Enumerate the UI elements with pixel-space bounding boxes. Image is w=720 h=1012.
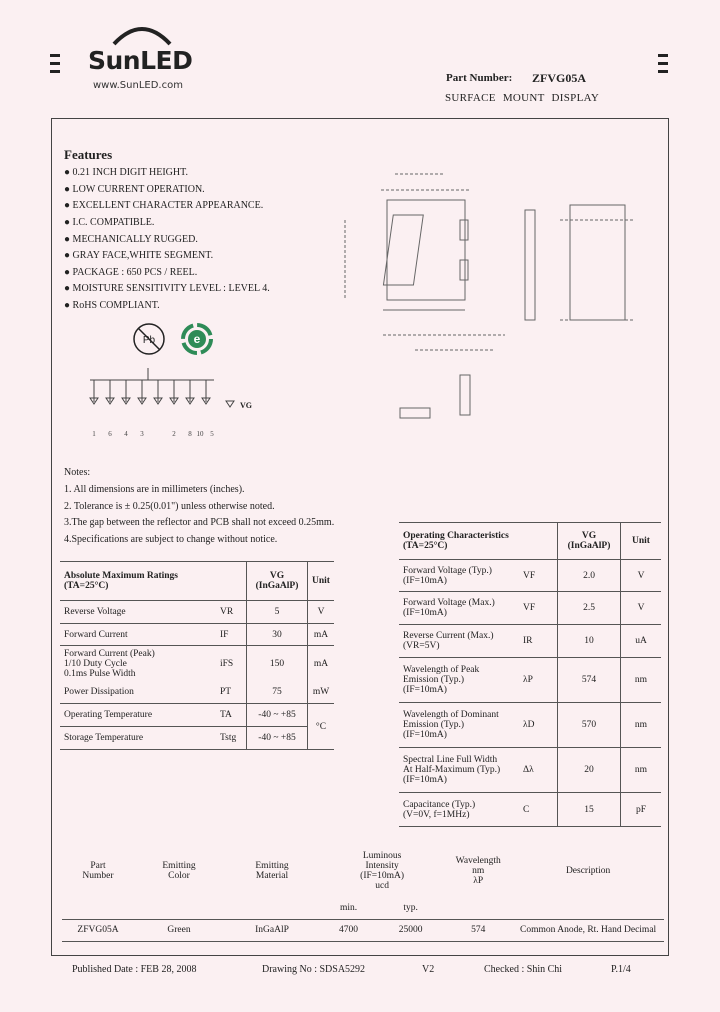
package-drawing [325,160,660,430]
published-date: Published Date : FEB 28, 2008 [72,964,197,975]
feature-item: ● RoHS COMPLIANT. [64,300,160,311]
symbol: VF [519,592,558,625]
h-wavelength: Wavelength nm λP [455,856,501,886]
param: Forward Voltage (Max.) (IF=10mA) [399,592,519,625]
op-char-cond: (TA=25°C) [403,541,448,551]
right-mark-icon [658,70,668,73]
symbol: VR [216,601,247,624]
table-row [60,601,334,624]
note-item: 2. Tolerance is ± 0.25(0.01") unless otherwise noted. [64,501,275,512]
unit: V [621,592,662,625]
left-mark-icon [50,70,60,73]
value: 30 [247,624,308,646]
h-description: Description [565,866,611,876]
value: 574 [558,658,621,703]
rohs-e-icon [180,322,214,356]
svg-text:5: 5 [210,430,214,438]
abs-max-table [60,561,334,750]
table-row [60,682,334,704]
unit: uA [621,625,662,658]
note-item: 3.The gap between the reflector and PCB shall not exceed 0.25mm. [64,517,335,528]
svg-text:8: 8 [188,430,192,438]
param: Wavelength of Peak Emission (Typ.) (IF=10mA) [399,658,519,703]
value: 20 [558,748,621,793]
symbol: Δλ [519,748,558,793]
right-mark-icon [658,54,668,57]
unit: V [308,601,335,624]
svg-text:4: 4 [124,430,128,438]
op-char-table [399,522,661,827]
h-luminous: Luminous Intensity (IF=10mA) ucd [360,851,405,891]
note-item: 4.Specifications are subject to change without notice. [64,534,278,545]
feature-item: ● I.C. COMPATIBLE. [64,217,155,228]
svg-text:VG: VG [240,401,252,410]
part-number: ZFVG05A [532,71,586,85]
feature-item: ● MOISTURE SENSITIVITY LEVEL : LEVEL 4. [64,283,270,294]
table-row [399,748,661,793]
value: 75 [247,682,308,704]
value: 2.5 [558,592,621,625]
symbol: PT [216,682,247,704]
param: Power Dissipation [60,682,216,704]
symbol: IR [519,625,558,658]
right-mark-icon [658,62,668,65]
symbol: VF [519,560,558,592]
min: 4700 [339,925,359,935]
value: -40 ~ +85 [247,727,308,750]
feature-item: ● 0.21 INCH DIGIT HEIGHT. [64,167,188,178]
part-number-label: Part Number: [446,72,513,84]
table-row [399,592,661,625]
h-typ: typ. [403,902,418,913]
table-row [60,704,334,727]
value: 10 [558,625,621,658]
brand-logo: SunLED [88,46,193,75]
table-row [399,658,661,703]
table-row [60,727,334,750]
left-mark-icon [50,54,60,57]
checked-by: Checked : Shin Chi [484,964,563,975]
h-material: Emitting Material [255,861,289,881]
symbol: IF [216,624,247,646]
table-row [399,625,661,658]
drawing-number: Drawing No : SDSA5292 [262,964,366,975]
feature-item: ● LOW CURRENT OPERATION. [64,184,205,195]
selection-table [62,845,664,942]
description: Common Anode, Rt. Hand Decimal [520,925,657,935]
h-part: Part Number [82,861,114,881]
unit: °C [308,704,335,750]
feature-item: ● PACKAGE : 650 PCS / REEL. [64,267,198,278]
param: Capacitance (Typ.) (V=0V, f=1MHz) [399,793,519,827]
col-vg: VG [269,571,285,581]
table-row [399,560,661,592]
symbol: λD [519,703,558,748]
unit: mA [308,624,335,646]
col-vg: VG [581,531,597,541]
logo-arc-icon [112,20,172,46]
param: Forward Current (Peak) 1/10 Duty Cycle 0.1ms Pulse Width [64,648,155,679]
svg-text:Pb: Pb [142,335,156,346]
unit: pF [621,793,662,827]
svg-text:2: 2 [172,430,176,438]
svg-text:3: 3 [140,430,144,438]
param: Reverse Voltage [60,601,216,624]
selection-header [62,845,664,897]
value: 2.0 [558,560,621,592]
symbol: iFS [220,658,234,669]
abs-max-cond: (TA=25°C) [64,581,109,591]
unit: mW [308,682,335,704]
brand-url[interactable]: www.SunLED.com [93,80,183,91]
note-item: 1. All dimensions are in millimeters (inches). [64,484,245,495]
feature-item: ● GRAY FACE,WHITE SEGMENT. [64,250,214,261]
left-mark-icon [50,62,60,65]
value: 150 [247,646,308,682]
svg-text:6: 6 [108,430,112,438]
col-material: (InGaAlP) [567,541,611,551]
page-number: P.1/4 [611,964,631,975]
param: Spectral Line Full Width At Half-Maximum (Typ.) (IF=10mA) [399,748,519,793]
value: 5 [247,601,308,624]
symbol: TA [216,704,247,727]
product-subtitle: SURFACE MOUNT DISPLAY [445,92,600,104]
param: Operating Temperature [60,704,216,727]
table-row [62,919,664,941]
table-row [60,646,334,682]
h-min: min. [339,902,358,913]
svg-text:e: e [193,332,201,346]
op-char-title: Operating Characteristics [403,531,509,541]
features-title: Features [64,147,113,162]
col-unit: Unit [308,562,335,601]
circuit-diagram [84,364,254,440]
table-row [399,703,661,748]
value: 570 [558,703,621,748]
symbol: λP [519,658,558,703]
wavelength: 574 [471,925,486,935]
feature-item: ● EXCELLENT CHARACTER APPEARANCE. [64,200,264,211]
unit: V [621,560,662,592]
unit: mA [308,646,335,682]
material: InGaAlP [255,925,289,935]
feature-item: ● MECHANICALLY RUGGED. [64,234,198,245]
symbol: Tstg [216,727,247,750]
h-color: Emitting Color [162,861,196,881]
col-unit: Unit [621,523,662,560]
value: -40 ~ +85 [247,704,308,727]
svg-text:10: 10 [196,430,204,438]
selection-subheader [62,897,664,919]
param: Wavelength of Dominant Emission (Typ.) (IF=10mA) [399,703,519,748]
value: 15 [558,793,621,827]
typ: 25000 [398,925,423,935]
abs-max-title: Absolute Maximum Ratings [64,571,179,581]
param: Storage Temperature [60,727,216,750]
notes-title: Notes: [64,467,91,478]
symbol: C [519,793,558,827]
param: Reverse Current (Max.) (VR=5V) [399,625,519,658]
table-row [60,624,334,646]
param: Forward Current [60,624,216,646]
unit: nm [621,658,662,703]
col-material: (InGaAlP) [255,581,299,591]
unit: nm [621,748,662,793]
unit: nm [621,703,662,748]
color: Green [167,925,191,935]
pb-free-icon [132,322,166,356]
version: V2 [422,964,435,975]
part: ZFVG05A [77,925,119,935]
svg-text:1: 1 [92,430,96,438]
param: Forward Voltage (Typ.) (IF=10mA) [399,560,519,592]
table-row [399,793,661,827]
